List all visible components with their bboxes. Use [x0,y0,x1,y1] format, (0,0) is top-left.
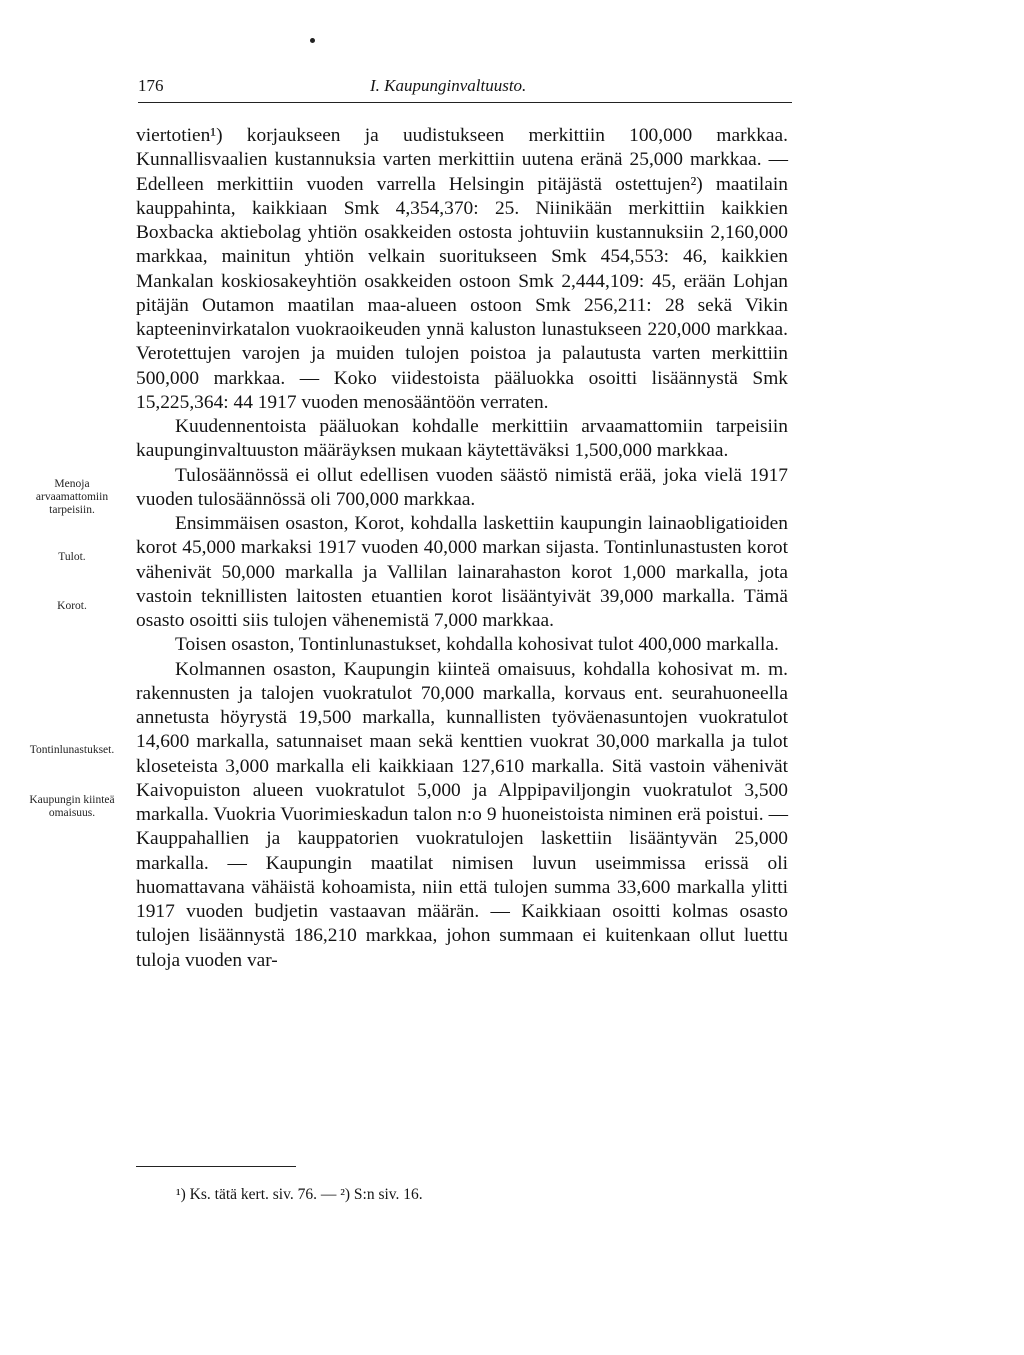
margin-note-tulot: Tulot. [58,551,86,563]
margin-note-tontinlunastukset: Tontinlunastukset. [29,744,115,756]
margin-note-korot: Korot. [57,600,87,612]
paragraph-1: viertotien¹) korjaukseen ja uudistukseen merkittiin 100,000 markkaa. Kunnallisvaalien kustannuksia varten merkittiin uutena eränä 25,000 markkaa. — Edelleen merkittiin vuoden varrella Helsingin pitäjästä ostettujen²) maatilain kauppahinta, kaikkiaan Smk 4,354,370: 25. Niinikään merkittiin kaikkien Boxbacka aktiebolag yhtiön osakkeiden ostosta johtuviin kustannuksiin 2,160,000 markkaa, mainitun yhtiön velkain suoritukseen Smk 454,553: 46, kaikkien Mankalan koskiosakeyhtiön osakkeiden ostoon Smk 2,444,109: 45, erään Lohjan pitäjän Outamon maatilan maa-alueen ostoon Smk 256,211: 28 sekä Vikin kapteeninvirkatalon vuokraoikeuden ynnä kaluston lunastukseen 220,000 markkaa. Verotettujen varojen ja muiden tulojen poistoa ja palautusta varten merkittiin 500,000 markkaa. — Koko viidestoista pääluokka osoitti lisäännystä Smk 15,225,364: 44 1917 vuoden menosääntöön verraten. [136,125,788,413]
paragraph-2: Kuudennentoista pääluokan kohdalle merkittiin arvaamattomiin tarpeisiin kaupunginvaltuuston määräyksen mukaan käytettäväksi 1,500,000 markkaa. [136,416,788,462]
paragraph-3: Tulosäännössä ei ollut edellisen vuoden säästö nimistä erää, joka vielä 1917 vuoden tulosäännössä oli 700,000 markkaa. [136,464,788,510]
page-number: 176 [138,76,164,95]
paragraph-4: Ensimmäisen osaston, Korot, kohdalla laskettiin kaupungin lainaobligatioiden korot 45,000 markaksi 1917 vuoden 40,000 markan sijasta. Tontinlunastusten korot vähenivät 50,000 markalla ja Vallilan lainarahaston korot 1,000 markalla, jota vastoin teknillisten laitosten etuantien korot lisääntyivät 39,000 markalla. Tämä osasto osoitti siis tulojen vähenemistä 7,000 markkaa. [136,513,788,631]
margin-note-kiintea-omaisuus: Kaupungin kiinteä omaisuus. [29,794,115,819]
footnote-rule [136,1166,296,1167]
paragraph-5: Toisen osaston, Tontinlunastukset, kohdalla kohosivat tulot 400,000 markalla. [175,634,779,656]
running-title: I. Kaupunginvaltuusto. [370,76,527,95]
speck-top [310,38,315,43]
body-text [136,124,788,973]
header-rule [138,102,792,103]
margin-note-menoja: Menoja arvaamattomiin tarpeisiin. [35,478,109,516]
paragraph-6: Kolmannen osaston, Kaupungin kiinteä omaisuus, kohdalla kohosivat m. m. rakennusten ja talojen vuokratulot 70,000 markalla, korvaus ent. seurahuoneella annetusta höyrystä 19,500 markalla, kunnallisten työväenasuntojen vuokratulot 14,600 markalla, satunnaiset maan sekä kenttien vuokrat 30,000 markalla ja tulot kloseteista 3,000 markalla eli kaikkiaan 127,610 markalla. Sitä vastoin vähenivät Kaivopuiston alueen vuokratulot 5,000 ja Alppipaviljongin vuokratulot 3,500 markalla. Vuokria Vuorimieskadun talon n:o 9 huoneistoista niminen erä poistui. — Kauppahallien ja kauppatorien vuokratulojen laskettiin lisääntyvän 25,000 markalla. — Kaupungin maatilat nimisen luvun useimmissa erissä oli huomattavana vähäistä kohoamista, niin että tulojen summa 33,600 markalla ylitti 1917 vuoden budjetin vastaavan määrän. — Kaikkiaan osoitti kolmas osasto tulojen lisäännystä 186,210 markkaa, johon summaan ei kuitenkaan ollut luettu tuloja vuoden var- [136,658,788,971]
footnotes: ¹) Ks. tätä kert. siv. 76. — ²) S:n siv. 16. [176,1186,423,1203]
page-header [138,76,792,104]
